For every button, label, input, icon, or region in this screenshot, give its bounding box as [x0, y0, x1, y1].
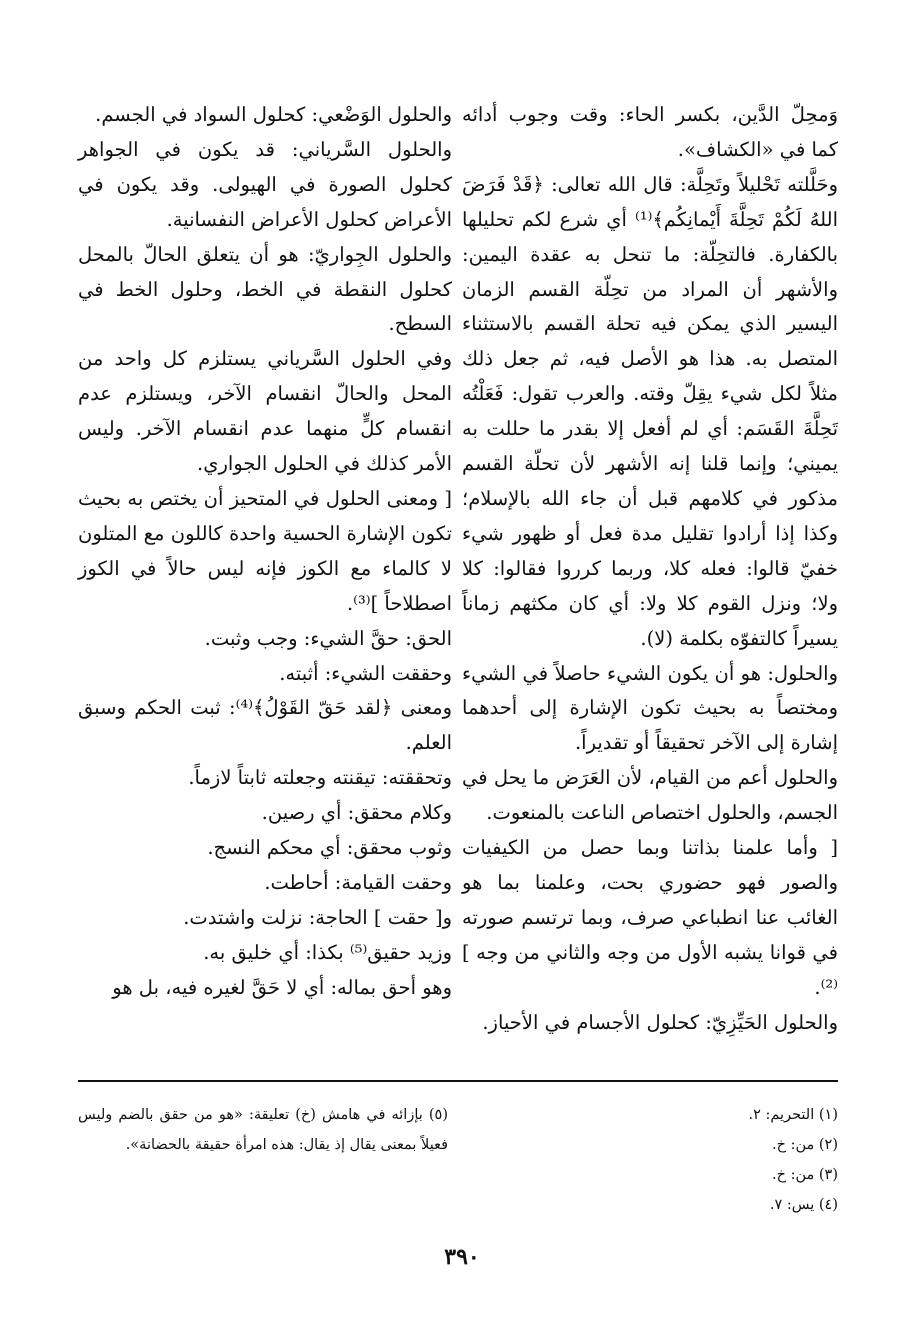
paragraph: وتحققته: تيقنته وجعلته ثابتاً لازماً. [188, 766, 452, 790]
paragraph: الحق: حقَّ الشيء: وجب وثبت. [204, 626, 452, 650]
paragraph: والحلول: هو أن يكون الشيء حاصلاً في الشيء ومختصاً به بحيث تكون الإشارة إلى أحدهما إشارة إلى الآخر تحقيقاً أو تقديراً. [462, 661, 838, 755]
paragraph: والحلول أعم من القيام، لأن العَرَض ما يحل في الجسم، والحلول اختصاص الناعت بالمنعوت. [462, 766, 838, 825]
paragraph: [ ومعنى الحلول في المتحيز أن يختص به بحيث تكون الإشارة الحسية واحدة كاللون مع المتلون لا كالماء مع الكوز فإنه ليس حالاً في الكوز اصطلاحاً ]⁽³⁾. [78, 486, 452, 615]
footnote: (٢) من: خ. [771, 1137, 838, 1153]
page-number: ٣٩٠ [444, 1244, 480, 1270]
paragraph: و[ حقت ] الحاجة: نزلت واشتدت. [183, 905, 452, 929]
paragraph: والحلول الوَضْعي: كحلول السواد في الجسم. [95, 103, 452, 126]
footnote: (٣) من: خ. [771, 1167, 838, 1183]
paragraph: والحلول الحَيِّزِيّ: كحلول الأجسام في الأحياز. [482, 1010, 838, 1034]
paragraph: وهو أحق بماله: أي لا حَقَّ لغيره فيه، بل هو [112, 975, 452, 999]
right-text-column [462, 98, 838, 1040]
footnote-divider [78, 1080, 838, 1082]
paragraph: وزيد حقيق⁽⁵⁾ بكذا: أي خليق به. [203, 940, 452, 964]
footnotes-right [620, 1100, 838, 1220]
paragraph: وحَلَّلته تَحْليلاً وتَحِلَّة: قال الله تعالى: ﴿قَدْ فَرَضَ اللهُ لَكُمْ تَحِلَّةَ أَيْمانِكُم﴾⁽¹⁾ أي شرع لكم تحليلها بالكفارة. فالتحِلّة: ما تنحل به عقدة اليمين: والأشهر أن المراد من تحِلّة القسم الزمان اليسير الذي يمكن فيه تحلة القسم بالاستثناء المتصل به. هذا هو الأصل فيه، ثم جعل ذلك مثلاً لكل شيء يقِلّ وقته. والعرب تقول: فَعَلْتُه تَحِلَّةَ القَسَم: أي لم أفعل إلا بقدر ما حللت به يميني؛ وإنما قلنا إنه الأشهر لأن تحلّة القسم مذكور في كلامهم قبل أن جاء الله بالإسلام؛ وكذا إذا أرادوا تقليل مدة فعل أو ظهور شيء خفيّ قالوا: فعله كلا، وربما كرروا فقالوا: كلا ولا؛ ونزل القوم كلا ولا: أي كان مكثهم زماناً يسيراً كالتفوّه بكلمة (لا). [462, 172, 838, 650]
paragraph: والحلول الجِواريّ: هو أن يتعلق الحالّ بالمحل كحلول النقطة في الخط، وحلول الخط في السطح. [78, 242, 452, 336]
paragraph: وفي الحلول السَّرياني يستلزم كل واحد من المحل والحالّ انقسام الآخر، ويستلزم عدم انقسام كلٍّ منهما عدم انقسام الآخر. وليس الأمر كذلك في الحلول الجواري. [78, 347, 452, 476]
footnote: (١) التحريم: ٢. [748, 1107, 838, 1123]
paragraph: وحقت القيامة: أحاطت. [264, 870, 452, 894]
paragraph: وثوب محقق: أي محكم النسج. [207, 836, 452, 860]
footnote: (٤) يس: ٧. [769, 1197, 838, 1213]
paragraph: والحلول السَّرياني: قد يكون في الجواهر كحلول الصورة في الهيولى. وقد يكون في الأعراض كحلول الأعراض النفسانية. [78, 137, 452, 231]
paragraph: وكلام محقق: أي رصين. [261, 801, 452, 825]
footnote: (٥) بإزائه في هامش (خ) تعليقة: «هو من حقق بالضم وليس فعيلاً بمعنى يقال إذ يقال: هذه امرأة حقيقة بالحضانة». [78, 1107, 448, 1153]
paragraph: وَمحِلّ الدَّين، بكسر الحاء: وقت وجوب أدائه كما في «الكشاف». [462, 103, 838, 161]
paragraph: [ وأما علمنا بذاتنا وبما حصل من الكيفيات والصور فهو حضوري بحت، وعلمنا بما هو الغائب عنا انطباعي صرف، وبما ترتسم صورته في قوانا يشبه الأول من وجه والثاني من وجه ]⁽²⁾. [462, 836, 838, 999]
paragraph: ومعنى ﴿لقد حَقّ القَوْلُ﴾⁽⁴⁾: ثبت الحكم وسبق العلم. [78, 696, 452, 755]
footnotes-left [78, 1100, 448, 1160]
left-text-column [78, 98, 452, 1006]
paragraph: وحققت الشيء: أثبته. [279, 661, 452, 685]
